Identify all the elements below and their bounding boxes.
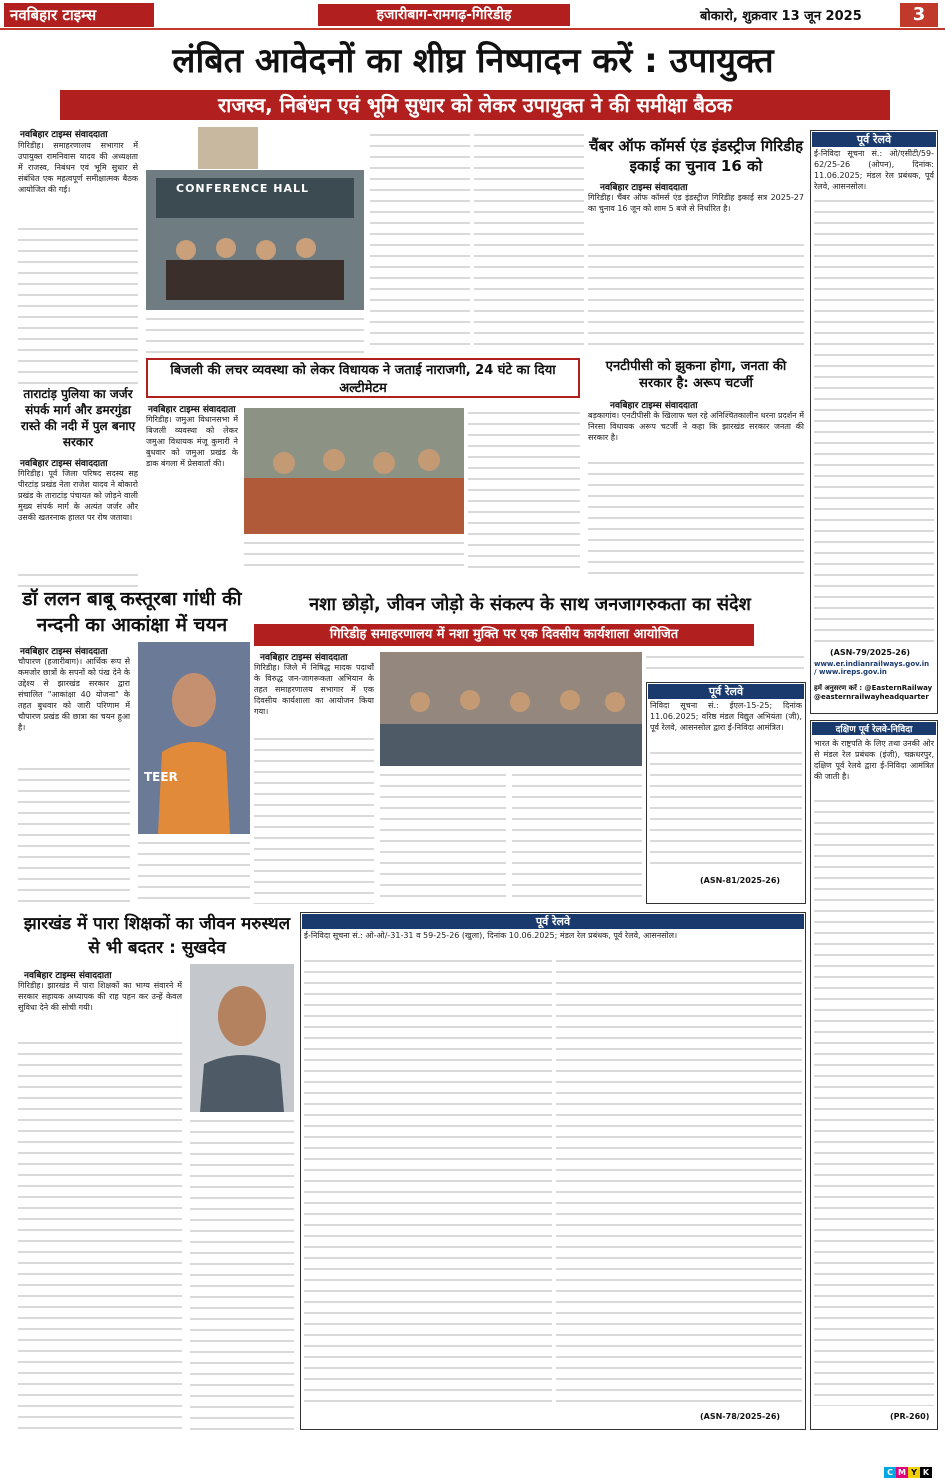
er2-ad-ref: (ASN-81/2025-26) <box>700 876 781 885</box>
nasha-byline: नवबिहार टाइम्स संवाददाता <box>260 653 348 663</box>
tarapur-headline: ताराटांड़ पुलिया का जर्जर संपर्क मार्ग और डमरगुंडा रास्ते की नदी में पुल बनाए सरकार <box>20 387 136 449</box>
teachers-photo-illustration <box>190 964 294 1112</box>
nasha-col1-continued <box>254 734 374 904</box>
teachers-col2 <box>190 1116 294 1430</box>
lead-subheadline: राजस्व, निबंधन एवं भूमि सुधार को लेकर उपायुक्त ने की समीक्षा बैठक <box>60 90 890 120</box>
bijli-text-col2 <box>244 538 464 574</box>
teachers-text: गिरिडीह। झारखंड में पारा शिक्षकों का भाग्य संवारने में सरकार सहायक अध्यापक की राह पहन कर उन्हें केवल सुविधा देने की सोची गयी। <box>18 981 182 1012</box>
ntpc-byline: नवबिहार टाइम्स संवाददाता <box>610 401 698 411</box>
cmyk-k: K <box>920 1467 932 1478</box>
bijli-text-col3 <box>468 408 580 576</box>
kasturba-photo-illustration <box>138 642 250 834</box>
teachers-headline: झारखंड में पारा शिक्षकों का जीवन मरुस्थल से भी बदतर : सुखदेव <box>23 914 291 958</box>
lead-text-continued <box>18 224 138 384</box>
chamber-continued <box>588 240 804 346</box>
er3-ad-title: पूर्व रेलवे <box>302 914 804 929</box>
nasha-photo <box>380 652 642 766</box>
ser-ad-title: दक्षिण पूर्व रेलवे-निविदा <box>812 722 936 735</box>
er2-ad-title: पूर्व रेलवे <box>648 684 804 699</box>
kasturba-photo <box>138 642 250 834</box>
bijli-text: गिरिडीह। जमुआ विधानसभा में बिजली व्यवस्था को लेकर जमुआ विधायक मंजू कुमारी ने बुधवार को जमुआ प्रखंड के डाक बंगला में प्रेसवार्ता की। <box>146 415 238 468</box>
tarapur-byline: नवबिहार टाइम्स संवाददाता <box>20 459 108 469</box>
nasha-col2 <box>380 770 506 904</box>
ser-ad-body <box>814 796 934 1406</box>
nasha-col4 <box>646 652 804 674</box>
lead-col3 <box>370 130 470 350</box>
er-ad-text: ई-निविदा सूचना सं.: ओ/एसीटी/59-62/25-26 (ओपन), दिनांक: 11.06.2025; मंडल रेल प्रबंधक, पूर्व रेलवे, आसनसोल। <box>814 149 934 191</box>
lead-col4 <box>474 130 584 350</box>
cmyk-marks <box>884 1460 932 1478</box>
er-ad-title: पूर्व रेलवे <box>812 132 936 147</box>
er3-ad-text: ई-निविदा सूचना सं.: ओ-ओ/-31-31 व 59-25-26 (खुला), दिनांक 10.06.2025; मंडल रेल प्रबंधक, पूर्व रेलवे, आसनसोल। <box>304 931 678 940</box>
ser-ad-text: भारत के राष्ट्रपति के लिए तथा उनकी ओर से मंडल रेल प्रबंधक (इंजी), चक्रधरपुर, दक्षिण पूर्व रेलवे द्वारा ई-निविदा आमंत्रित की जाती है। <box>814 739 934 781</box>
bijli-byline: नवबिहार टाइम्स संवाददाता <box>148 405 236 415</box>
lead-headline: लंबित आवेदनों का शीघ्र निष्पादन करें : उपायुक्त <box>172 41 774 81</box>
nasha-col3 <box>512 770 642 904</box>
ser-ad-ref: (PR-260) <box>890 1412 930 1421</box>
teachers-photo <box>190 964 294 1112</box>
er2-ad-body <box>650 748 802 868</box>
er3-ad-col1 <box>304 956 552 1408</box>
lead-byline: नवबिहार टाइम्स संवाददाता <box>20 130 108 140</box>
tarapur-text: गिरिडीह। पूर्व जिला परिषद सदस्य सह पीरटांड़ प्रखंड नेता राजेश यादव ने बोकारो प्रखंड के ताराटांड़ पंचायत को जोड़ने वाली मुख्य संपर्क मार्ग के अत्यंत जर्जर और उसकी खतरनाक हालत पर रोष जताया। <box>18 469 138 522</box>
nasha-photo-illustration <box>380 652 642 766</box>
page-number: 3 <box>900 3 938 27</box>
teachers-col1 <box>18 1038 182 1430</box>
er3-ad-ref: (ASN-78/2025-26) <box>700 1412 781 1421</box>
kasturba-continued <box>18 764 130 906</box>
newspaper-brand: नवबिहार टाइम्स <box>4 3 154 27</box>
er-ad-web: www.er.indianrailways.gov.in / www.ireps.gov.in <box>814 660 930 676</box>
bijli-photo-illustration <box>244 408 464 534</box>
cmyk-m: M <box>896 1467 908 1478</box>
kasturba-text: चौपारण (हजारीबाग)। आर्थिक रूप से कमजोर छात्रों के सपनों को पंख देने के उद्देश्य से झारखंड सरकार द्वारा संचालित "आकांक्षा 40 योजना" के तहत बुधवार को जारी परिणाम में चौपारण प्रखंड की छात्रा का चयन हुआ है। <box>18 657 130 732</box>
kasturba-photo-text: TEER <box>144 770 178 784</box>
chamber-byline: नवबिहार टाइम्स संवाददाता <box>600 183 688 193</box>
ntpc-continued <box>588 458 804 578</box>
photo-signboard: CONFERENCE HALL <box>176 182 310 195</box>
kasturba-headline: डॉ ललन बाबू कस्तूरबा गांधी की नन्दनी का आकांक्षा में चयन <box>22 588 242 636</box>
ntpc-headline: एनटीपीसी को झुकना होगा, जनता की सरकार है: अरूप चटर्जी <box>605 359 787 391</box>
kasturba-byline: नवबिहार टाइम्स संवाददाता <box>20 647 108 657</box>
lead-text: गिरिडीह। समाहरणालय सभागार में उपायुक्त रामनिवास यादव की अध्यक्षता में राजस्व, निबंधन एवं भूमि सुधार से संबंधित एक महत्वपूर्ण समीक्षात्मक बैठक आयोजित की गई। <box>18 141 138 194</box>
nasha-subheadline: गिरिडीह समाहरणालय में नशा मुक्ति पर एक दिवसीय कार्यशाला आयोजित <box>254 624 754 646</box>
er2-ad-text: निविदा सूचना सं.: ईएल-15-25; दिनांक 11.06.2025; वरिष्ठ मंडल विद्युत अभियंता (जी), पूर्व रेलवे, आसनसोल द्वारा ई-निविदा आमंत्रित। <box>650 701 802 732</box>
nasha-headline: नशा छोड़ो, जीवन जोड़ो के संकल्प के साथ जनजागरुकता का संदेश <box>309 594 751 615</box>
bijli-photo <box>244 408 464 534</box>
er3-ad-col2 <box>556 956 802 1408</box>
nasha-text: गिरिडीह। जिले में निषिद्ध मादक पदार्थों के विरुद्ध जन-जागरूकता अभियान के तहत समाहरणालय सभागार में एक दिवसीय कार्यशाला का आयोजन किया गया। <box>254 663 374 716</box>
lead-caption <box>146 314 364 354</box>
thumbnail-photo <box>198 127 258 169</box>
chamber-text: गिरिडीह। चैंबर ऑफ कॉमर्स एंड इंडस्ट्रीज गिरिडीह इकाई सत्र 2025-27 का चुनाव 16 जून को शाम 5 बजे से निर्धारित है। <box>588 193 804 213</box>
teachers-byline: नवबिहार टाइम्स संवाददाता <box>24 971 112 981</box>
kasturba-col2 <box>138 838 250 904</box>
dateline: बोकारो, शुक्रवार 13 जून 2025 <box>700 9 862 24</box>
edition-label: हजारीबाग-रामगढ़-गिरिडीह <box>318 4 570 26</box>
chamber-headline: चैंबर ऑफ कॉमर्स एंड इंडस्ट्रीज गिरिडीह इकाई का चुनाव 16 को <box>588 137 804 175</box>
cmyk-c: C <box>884 1467 896 1478</box>
ntpc-text: बड़कागांव। एनटीपीसी के खिलाफ चल रहे अनिश्चितकालीन धरना प्रदर्शन में निरसा विधायक अरूप चटर्जी ने कहा कि झारखंड सरकार जनता की सरकार है। <box>588 411 804 442</box>
er-ad-body <box>814 196 934 644</box>
bijli-headline: बिजली की लचर व्यवस्था को लेकर विधायक ने जताई नाराजगी, 24 घंटे का दिया अल्टीमेटम <box>146 358 580 398</box>
er-ad-follow: हमें अनुसरण करें : @EasternRailway @easternrailwayheadquarter <box>814 684 933 701</box>
er-ad-ref: (ASN-79/2025-26) <box>830 648 911 657</box>
cmyk-y: Y <box>908 1467 920 1478</box>
